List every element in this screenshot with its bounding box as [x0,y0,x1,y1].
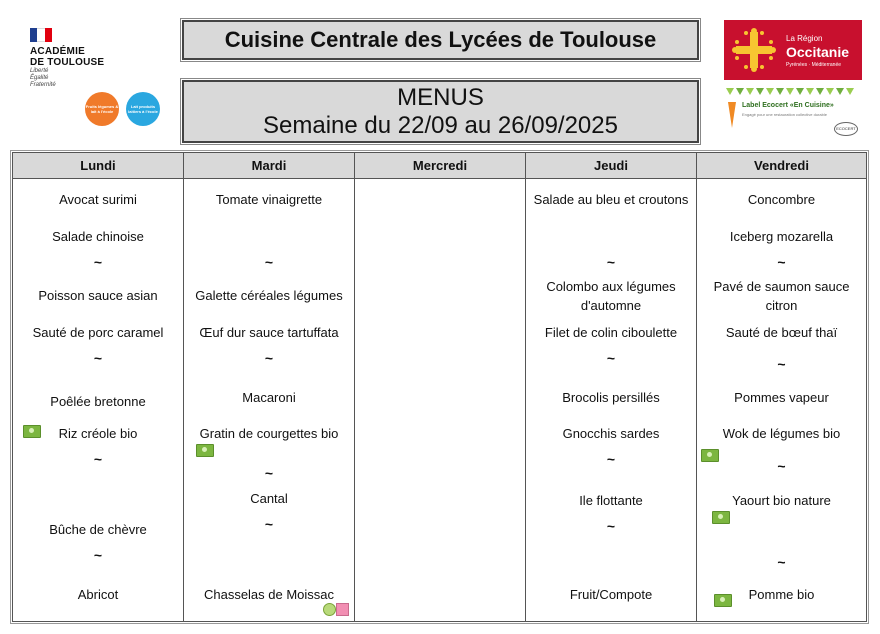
menu-item: Salade au bleu et croutons [533,192,689,207]
motto-egalite: Égalité [30,75,49,81]
menu-separator: ~ [93,350,103,366]
menu-item: Chasselas de Moissac [203,587,335,602]
menu-item: Pavé de saumon sauce [713,279,850,294]
menu-separator: ~ [264,254,274,270]
bio-label-icon [196,444,214,457]
menu-separator: ~ [264,350,274,366]
menu-separator: ~ [777,254,786,270]
column-jeudi [526,153,697,621]
menu-item: Pommes vapeur [734,390,829,405]
menu-item: Wok de légumes bio [722,426,841,441]
menu-item: Macaroni [242,390,296,405]
menu-item: Ile flottante [579,493,643,508]
week-range: Semaine du 22/09 au 26/09/2025 [263,112,618,139]
ecocert-logo [726,88,862,138]
menu-item: Poisson sauce asian [38,288,158,303]
menu-item: Brocolis persillés [562,390,660,405]
carrot-icon [728,102,736,128]
menu-item: Gratin de courgettes bio [199,426,339,441]
menu-separator: ~ [606,451,616,467]
menu-item: Fruit/Compote [569,587,653,602]
column-lundi [13,153,184,621]
bunting-icon [726,88,862,95]
week-title-box [182,80,699,143]
region-line2: Occitanie [786,44,850,60]
menu-item: Bûche de chèvre [49,522,147,537]
motto-fraternite: Fraternité [30,82,56,88]
ecocert-badge: ECOCERT [834,122,858,136]
lait-ecole-logo [126,92,160,126]
region-occitanie-logo [724,20,862,80]
academie-line2: DE TOULOUSE [30,57,105,68]
region-line1: La Région [786,34,823,43]
menu-item: Colombo aux légumes [546,279,676,294]
day-header-jeudi: Jeudi [526,153,696,179]
academie-logo [30,28,120,89]
menu-separator: ~ [777,554,786,570]
menu-item: Sauté de porc caramel [32,325,164,340]
main-title: Cuisine Centrale des Lycées de Toulouse [224,27,657,52]
menu-item: Riz créole bio [58,426,138,441]
menu-separator: ~ [264,516,274,532]
column-vendredi [697,153,866,621]
day-header-mardi: Mardi [184,153,354,179]
local-label-icon [323,603,336,616]
main-title-box [182,20,699,60]
lait-logo-text: Lait produits laitiers à l'école [128,104,158,114]
fruits-logo-text: Fruits légumes & lait à l'école [85,104,119,114]
menu-table [12,152,867,622]
menu-item: Sauté de bœuf thaï [725,325,838,340]
column-mardi [184,153,355,621]
menu-separator: ~ [93,451,103,467]
academie-line1: ACADÉMIE [30,46,85,57]
menu-separator: ~ [777,458,786,474]
menu-item: citron [765,298,798,313]
menu-item: Abricot [77,587,119,602]
menu-separator: ~ [606,518,616,534]
menu-item: Yaourt bio nature [732,493,831,508]
menu-separator: ~ [264,465,274,481]
day-header-vendredi: Vendredi [697,153,866,179]
menu-item: Iceberg mozarella [729,229,834,244]
menu-item: d'automne [580,298,642,313]
menu-item: Concombre [747,192,816,207]
menu-separator: ~ [93,254,103,270]
menu-item: Tomate vinaigrette [215,192,323,207]
motto-liberte: Liberté [30,68,49,74]
day-header-lundi: Lundi [13,153,183,179]
ecocert-label: Label Ecocert «En Cuisine» [742,102,834,109]
menu-separator: ~ [93,547,103,563]
menu-item: Poêlée bretonne [50,394,146,409]
menu-item: Cantal [250,491,288,506]
menu-separator: ~ [606,350,616,366]
region-line3: Pyrénées · Méditerranée [786,62,842,68]
bio-label-icon [712,511,730,524]
menu-separator: ~ [606,254,616,270]
day-header-mercredi: Mercredi [355,153,525,179]
french-flag-icon [30,28,52,42]
menus-heading: MENUS [397,84,484,111]
menu-item: Pomme bio [748,587,815,602]
quality-label-icon [336,603,349,616]
menu-separator: ~ [777,356,786,372]
ecocert-subtitle: Engagé pour une restauration collective durable [742,112,827,117]
menu-item: Filet de colin ciboulette [544,325,678,340]
menu-item: Gnocchis sardes [562,426,660,441]
menu-item: Avocat surimi [59,192,137,207]
menu-item: Œuf dur sauce tartuffata [199,325,339,340]
menu-item: Galette céréales légumes [195,288,343,303]
column-mercredi [355,153,526,621]
fruits-legumes-logo [85,92,119,126]
occitan-cross-icon [732,28,776,72]
menu-item: Salade chinoise [52,229,144,244]
